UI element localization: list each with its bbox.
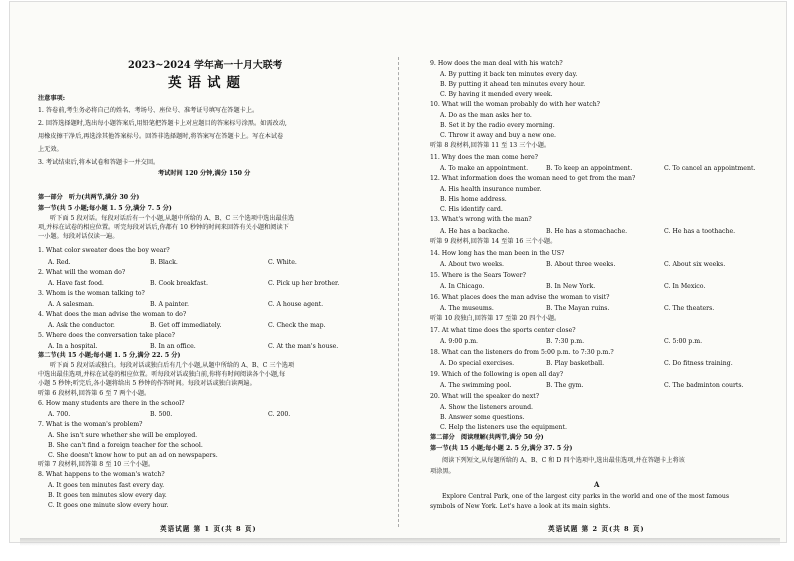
question-text: 14. How long has the man been in the US? <box>430 250 565 257</box>
option-a[interactable]: A. In a hospital. <box>48 343 98 350</box>
option-a[interactable]: A. The swimming pool. <box>440 382 512 389</box>
option-c[interactable]: C. Throw it away and buy a new one. <box>440 132 556 139</box>
question-text: 19. Which of the following is open all day? <box>430 371 564 378</box>
question-text: 5. Where does the conversation take place? <box>38 332 175 339</box>
option-b[interactable]: B. A painter. <box>150 301 189 308</box>
notice-line: 3. 考试结束后,将本试卷和答题卡一并交回。 <box>38 159 160 166</box>
question-text: 18. What can the listeners do from 5:00 p.m. to 7:30 p.m.? <box>430 349 614 356</box>
option-b[interactable]: B. She can't find a foreign teacher for the school. <box>48 442 203 449</box>
option-a[interactable]: A. She isn't sure whether she will be employed. <box>48 432 198 439</box>
listen-instruction: 听第 10 段独白,回答第 17 至第 20 四个小题。 <box>430 315 561 322</box>
option-c[interactable]: C. His identify card. <box>440 206 503 213</box>
option-a[interactable]: A. Red. <box>48 259 71 266</box>
passage-label: A <box>594 480 600 489</box>
passage-line: symbols of New York. Let's have a look at its main sights. <box>430 503 611 510</box>
exam-year-title: 2023~2024 学年高一十月大联考 <box>128 60 283 71</box>
section2-heading: 第二节(共 15 小题;每小题 1. 5 分,满分 22. 5 分) <box>38 352 181 359</box>
question-text: 13. What's wrong with the man? <box>430 216 532 223</box>
listen-instruction: 听第 8 段材料,回答第 11 至 13 三个小题。 <box>430 142 551 149</box>
option-c[interactable]: C. Pick up her brother. <box>268 280 340 287</box>
option-c[interactable]: C. White. <box>268 259 297 266</box>
listen-instruction: 听第 6 段材料,回答第 6 至 7 两个小题。 <box>38 390 151 397</box>
option-a[interactable]: A. Show the listeners around. <box>440 404 534 411</box>
notice-line: 2. 回答选择题时,选出每小题答案后,用铅笔把答题卡上对应题目的答案标号涂黑。如需改动, <box>38 120 287 127</box>
option-a[interactable]: A. His health insurance number. <box>440 186 542 193</box>
notice-line: 1. 答卷前,考生务必将自己的姓名、考场号、座位号、准考证号填写在答题卡上。 <box>38 107 259 114</box>
question-text: 12. What information does the woman need to get from the man? <box>430 175 636 182</box>
question-text: 4. What does the man advise the woman to do? <box>38 311 187 318</box>
option-a[interactable]: A. About two weeks. <box>440 261 504 268</box>
notice-line: 上无效。 <box>38 146 63 153</box>
option-b[interactable]: B. Play basketball. <box>546 360 605 367</box>
part1-heading: 第一部分 听力(共两节,满分 30 分) <box>38 194 140 201</box>
listen-instruction: 听第 9 段材料,回答第 14 至第 16 三个小题。 <box>430 238 557 245</box>
part2-heading: 第二部分 阅读理解(共两节,满分 50 分) <box>430 434 544 441</box>
option-c[interactable]: C. The badminton courts. <box>664 382 744 389</box>
option-c[interactable]: C. In Mexico. <box>664 283 706 290</box>
option-c[interactable]: C. The theaters. <box>664 305 715 312</box>
section1-heading: 第一节(共 5 小题;每小题 1. 5 分,满分 7. 5 分) <box>38 205 172 212</box>
time-and-score: 考试时间 120 分钟,满分 150 分 <box>158 170 251 177</box>
option-a[interactable]: A. He has a backache. <box>440 228 510 235</box>
option-a[interactable]: A. Do special exercises. <box>440 360 515 367</box>
question-text: 2. What will the woman do? <box>38 269 126 276</box>
option-a[interactable]: A. By putting it back ten minutes every day. <box>440 71 578 78</box>
exam-sheet <box>10 2 786 542</box>
option-c[interactable]: C. Do fitness training. <box>664 360 733 367</box>
question-text: 6. How many students are there in the school? <box>38 400 185 407</box>
question-text: 17. At what time does the sports center close? <box>430 327 576 334</box>
question-text: 15. Where is the Sears Tower? <box>430 272 526 279</box>
option-a[interactable]: A. 700. <box>48 411 71 418</box>
option-a[interactable]: A. To make an appointment. <box>440 165 529 172</box>
question-text: 8. What happens to the woman's watch? <box>38 471 165 478</box>
page-divider <box>398 57 399 527</box>
exam-main-title: 英语试题 <box>168 75 246 91</box>
option-c[interactable]: C. Check the map. <box>268 322 326 329</box>
question-text: 10. What will the woman probably do with her watch? <box>430 101 600 108</box>
question-text: 1. What color sweater does the boy wear? <box>38 247 170 254</box>
option-a[interactable]: A. In Chicago. <box>440 283 485 290</box>
option-c[interactable]: C. He has a toothache. <box>664 228 736 235</box>
option-c[interactable]: C. She doesn't know how to put an ad on newspapers. <box>48 452 218 459</box>
option-c[interactable]: C. It goes one minute slow every hour. <box>48 502 169 509</box>
option-b[interactable]: B. 500. <box>150 411 173 418</box>
option-b[interactable]: B. Black. <box>150 259 178 266</box>
option-a[interactable]: A. It goes ten minutes fast every day. <box>48 482 165 489</box>
section1-instruction: 项,并标在试卷的相应位置。听完每段对话后,你都有 10 秒钟的时间来回答有关小题和阅读下 <box>38 224 289 231</box>
page-2 <box>408 2 786 542</box>
listen-instruction: 听第 7 段材料,回答第 8 至 10 三个小题。 <box>38 461 155 468</box>
option-c[interactable]: C. 5:00 p.m. <box>664 338 703 345</box>
section1-instruction: 一小题。每段对话仅读一遍。 <box>38 233 119 240</box>
notice-heading: 注意事项: <box>38 95 66 102</box>
option-b[interactable]: B. The Mayan ruins. <box>546 305 610 312</box>
option-b[interactable]: B. Get off immediately. <box>150 322 222 329</box>
option-b[interactable]: B. It goes ten minutes slow every day. <box>48 492 167 499</box>
option-b[interactable]: B. Cook breakfast. <box>150 280 209 287</box>
question-text: 3. Whom is the woman talking to? <box>38 290 145 297</box>
option-b[interactable]: B. His home address. <box>440 196 507 203</box>
option-b[interactable]: B. The gym. <box>546 382 584 389</box>
option-a[interactable]: A. 9:00 p.m. <box>440 338 479 345</box>
question-text: 11. Why does the man come here? <box>430 154 538 161</box>
passage-line: Explore Central Park, one of the largest city parks in the world and one of the most famous <box>442 493 730 500</box>
option-a[interactable]: A. A salesman. <box>48 301 95 308</box>
option-c[interactable]: C. By having it mended every week. <box>440 91 553 98</box>
option-c[interactable]: C. Help the listeners use the equipment. <box>440 424 567 431</box>
page-1 <box>10 2 388 542</box>
option-c[interactable]: C. At the man's house. <box>268 343 339 350</box>
option-a[interactable]: A. The museums. <box>440 305 494 312</box>
option-b[interactable]: B. He has a stomachache. <box>546 228 628 235</box>
option-c[interactable]: C. 200. <box>268 411 291 418</box>
section3-heading: 第一节(共 15 小题;每小题 2. 5 分,满分 37. 5 分) <box>430 445 573 452</box>
option-a[interactable]: A. Ask the conductor. <box>48 322 115 329</box>
option-c[interactable]: C. A house agent. <box>268 301 324 308</box>
option-a[interactable]: A. Do as the man asks her to. <box>440 112 532 119</box>
page-edge-shadow <box>20 538 780 546</box>
page-footer: 英语试题 第 2 页(共 8 页) <box>548 525 645 533</box>
page-footer: 英语试题 第 1 页(共 8 页) <box>160 525 257 533</box>
option-b[interactable]: B. Answer some questions. <box>440 414 525 421</box>
question-text: 20. What will the speaker do next? <box>430 393 540 400</box>
question-text: 7. What is the woman's problem? <box>38 421 143 428</box>
option-c[interactable]: C. About six weeks. <box>664 261 726 268</box>
option-b[interactable]: B. 7:30 p.m. <box>546 338 585 345</box>
option-b[interactable]: B. Set it by the radio every morning. <box>440 122 555 129</box>
option-b[interactable]: B. To keep an appointment. <box>546 165 633 172</box>
notice-line: 用橡皮擦干净后,再选涂其他答案标号。回答非选择题时,将答案写在答题卡上。写在本试卷 <box>38 133 284 140</box>
section3-instruction: 阅读下列短文,从每题所给的 A、B、C 和 D 四个选项中,选出最佳选项,并在答题卡上将该 <box>442 457 685 464</box>
section1-instruction: 听下面 5 段对话。每段对话后有一个小题,从题中所给的 A、B、C 三个选项中选出最佳选 <box>50 215 295 222</box>
section2-instruction: 听下面 5 段对话或独白。每段对话或独白后有几个小题,从题中所给的 A、B、C 三个选项 <box>50 362 295 369</box>
option-a[interactable]: A. Have fast food. <box>48 280 104 287</box>
option-b[interactable]: B. In an office. <box>150 343 196 350</box>
option-b[interactable]: B. In New York. <box>546 283 596 290</box>
question-text: 9. How does the man deal with his watch? <box>430 60 563 67</box>
question-text: 16. What places does the man advise the woman to visit? <box>430 294 610 301</box>
option-b[interactable]: B. About three weeks. <box>546 261 616 268</box>
section2-instruction: 小题 5 秒钟;听完后,各小题将给出 5 秒钟的作答时间。每段对话或独白读两遍。 <box>38 380 256 387</box>
section2-instruction: 中选出最佳选项,并标在试卷的相应位置。听每段对话或独白前,你将有时间阅读各个小题,每 <box>38 371 286 378</box>
option-b[interactable]: B. By putting it ahead ten minutes every hour. <box>440 81 586 88</box>
option-c[interactable]: C. To cancel an appointment. <box>664 165 756 172</box>
section3-instruction: 项涂黑。 <box>430 468 455 475</box>
